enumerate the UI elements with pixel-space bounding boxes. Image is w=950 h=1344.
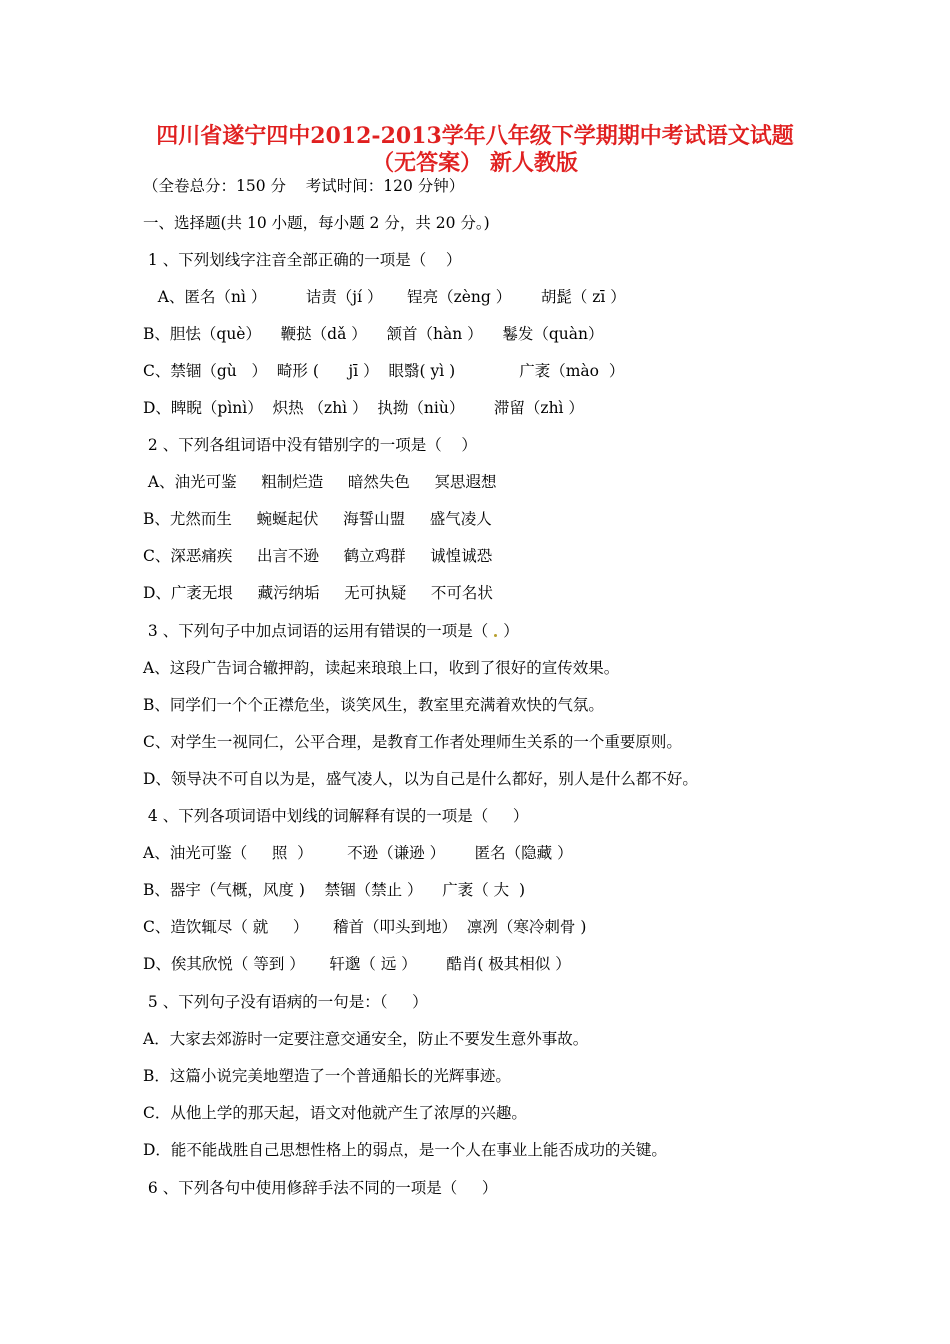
question-2-option-c: C、深恶痛疾 出言不逊 鹤立鸡群 诚惶诚恐: [143, 547, 493, 565]
question-3-option-b: B、同学们一个个正襟危坐，谈笑风生，教室里充满着欢快的气氛。: [143, 696, 604, 714]
question-2-option-a: A、油光可鉴 粗制烂造 暗然失色 冥思遐想: [143, 473, 497, 491]
question-5-option-c: C．从他上学的那天起，语文对他就产生了浓厚的兴趣。: [143, 1104, 527, 1122]
question-5-option-d: D．能不能战胜自己思想性格上的弱点，是一个人在事业上能否成功的关键。: [143, 1141, 667, 1159]
question-3-stem-close: ）: [503, 622, 519, 640]
question-1-option-b: B、胆怯（què） 鞭挞（dǎ ） 颔首（hàn ） 鬈发（quàn）: [143, 325, 604, 343]
question-3-option-d: D、领导决不可自以为是，盛气凌人，以为自己是什么都好，别人是什么都不好。: [143, 770, 698, 788]
question-2-option-b: B、尤然而生 蜿蜒起伏 海誓山盟 盛气凌人: [143, 510, 492, 528]
question-4-option-c: C、造饮辄尽（ 就 ） 稽首（叩头到地） 凛冽（寒冷刺骨 ): [143, 918, 587, 936]
question-3-option-c: C、对学生一视同仁，公平合理，是教育工作者处理师生关系的一个重要原则。: [143, 733, 682, 751]
question-5-option-b: B．这篇小说完美地塑造了一个普通船长的光辉事迹。: [143, 1067, 511, 1085]
question-2-option-d: D、广袤无垠 藏污纳垢 无可执疑 不可名状: [143, 584, 493, 602]
question-5-option-a: A．大家去郊游时一定要注意交通安全，防止不要发生意外事故。: [143, 1030, 589, 1048]
question-1-stem: 1 、下列划线字注音全部正确的一项是（ ）: [143, 251, 462, 269]
question-3-stem-text: 3 、下列句子中加点词语的运用有错误的一项是（: [143, 622, 489, 640]
exam-info: （全卷总分：150 分 考试时间：120 分钟）: [143, 177, 465, 195]
question-5-stem: 5 、下列句子没有语病的一句是：（ ）: [143, 993, 428, 1011]
question-4-option-d: D、俟其欣悦（ 等到 ） 轩邈（ 远 ） 酷肖( 极其相似 ）: [143, 955, 571, 973]
question-3-stem: [143, 621, 519, 641]
section-heading: 一、选择题(共 10 小题，每小题 2 分，共 20 分。): [143, 214, 490, 232]
question-4-option-b: B、器宇（气概，风度 ) 禁锢（禁止 ） 广袤（ 大 ): [143, 881, 526, 899]
question-3-option-a: A、这段广告词合辙押韵，读起来琅琅上口，收到了很好的宣传效果。: [143, 659, 620, 677]
question-1-option-c: C、禁锢（gù ） 畸形 ( jī ） 眼翳( yì ) 广袤（mào ）: [143, 362, 625, 380]
question-1-option-a: A、匿名（nì ） 诘责（jí ） 锃亮（zèng ） 胡髭（ zī ）: [143, 288, 626, 306]
document-title-line2: （无答案） 新人教版: [372, 150, 578, 176]
dot-mark-icon: [494, 634, 497, 637]
question-2-stem: 2 、下列各组词语中没有错别字的一项是（ ）: [143, 436, 477, 454]
question-1-option-d: D、睥睨（pìnì） 炽热 （zhì ） 执拗（niù） 滞留（zhì ）: [143, 399, 584, 417]
question-6-stem: 6 、下列各句中使用修辞手法不同的一项是（ ）: [143, 1179, 498, 1197]
document-title-line1: 四川省遂宁四中2012-2013学年八年级下学期期中考试语文试题: [156, 123, 794, 149]
question-4-stem: 4 、下列各项词语中划线的词解释有误的一项是（ ）: [143, 807, 529, 825]
question-4-option-a: A、油光可鉴（ 照 ） 不逊（谦逊 ） 匿名（隐藏 ）: [143, 844, 573, 862]
